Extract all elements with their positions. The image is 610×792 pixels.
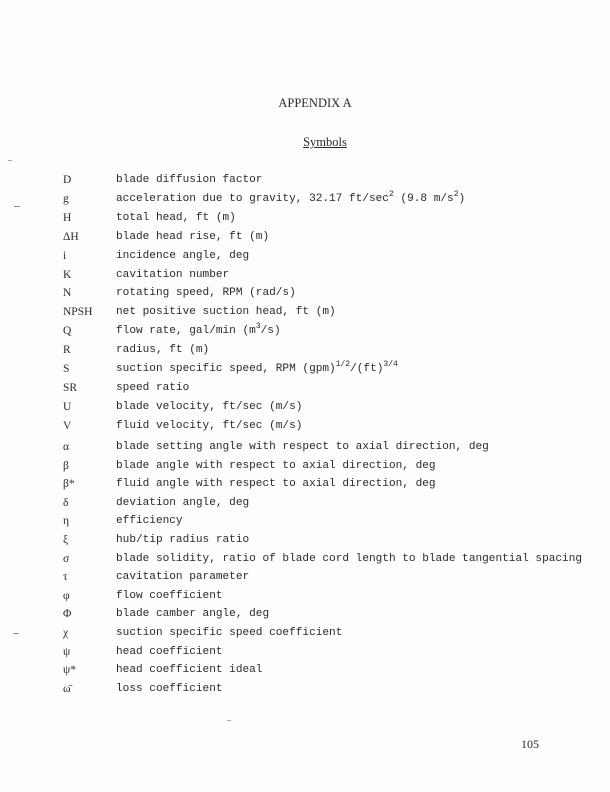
symbol-description: hub/tip radius ratio (116, 534, 250, 546)
symbol: η (63, 515, 70, 528)
symbol-description: efficiency (116, 515, 183, 528)
symbol-row (0, 589, 610, 607)
section-title: Symbols (303, 135, 347, 149)
symbol-description: fluid angle with respect to axial direction, deg (116, 478, 436, 491)
symbol: χ (63, 627, 69, 639)
symbol-description: net positive suction head, ft (m) (116, 306, 336, 319)
symbol: β (63, 459, 69, 472)
symbol-description: loss coefficient (116, 682, 223, 695)
symbol: ψ* (63, 664, 76, 677)
symbol: g (63, 192, 69, 205)
symbol-row (0, 570, 610, 588)
symbol-description: incidence angle, deg (116, 249, 250, 262)
description-fragment: acceleration due to gravity, 32.17 ft/sec (116, 192, 389, 205)
symbol: S (63, 363, 70, 375)
superscript: 1/2 (335, 360, 351, 369)
symbol: i (63, 249, 67, 262)
symbol-row (0, 249, 610, 267)
symbol-description: total head, ft (m) (116, 211, 236, 224)
superscript: 3 (255, 322, 261, 332)
symbol-row (0, 324, 610, 342)
symbol-description: head coefficient ideal (116, 664, 263, 677)
symbol-description: blade camber angle, deg (116, 608, 270, 621)
symbol: τ (63, 571, 68, 584)
description-fragment: /(ft) (350, 363, 384, 375)
scan-mark (8, 160, 12, 161)
symbol-description: suction specific speed coefficient (116, 627, 343, 639)
symbol-row (0, 440, 610, 458)
symbol: D (63, 174, 72, 186)
symbol-row (0, 381, 610, 399)
symbol-row (0, 211, 610, 229)
symbol: β* (63, 478, 75, 491)
symbol: NPSH (63, 306, 93, 319)
symbol-description: flow coefficient (116, 589, 223, 602)
symbol-description: radius, ft (m) (116, 344, 210, 357)
description-fragment: /s) (260, 325, 281, 338)
symbol-description: blade velocity, ft/sec (m/s) (116, 400, 303, 413)
symbol: SR (63, 381, 78, 394)
symbol-row (0, 305, 610, 323)
symbol: U (63, 400, 72, 413)
symbol: ξ (63, 534, 69, 546)
symbol-row (0, 400, 610, 418)
symbol-description: blade angle with respect to axial direction, deg (116, 459, 436, 472)
symbol-description (116, 362, 596, 376)
symbol: Q (63, 325, 72, 338)
symbol: φ (63, 589, 70, 602)
superscript: 2 (453, 189, 459, 199)
symbol-row (0, 230, 610, 248)
symbol-description: speed ratio (116, 381, 190, 394)
scan-mark (227, 720, 231, 721)
symbol-row (0, 663, 610, 681)
superscript: 3/4 (383, 360, 398, 369)
symbol-description: cavitation parameter (116, 571, 250, 584)
scan-mark (13, 633, 19, 634)
symbol-description: blade head rise, ft (m) (116, 230, 270, 243)
symbol-row (0, 343, 610, 361)
page-number: 105 (521, 737, 539, 751)
symbol-description (116, 189, 596, 206)
symbol: ΔH (63, 230, 79, 243)
symbol-row (0, 173, 610, 191)
symbol-row (0, 533, 610, 551)
symbol-description: blade solidity, ratio of blade cord length to blade tangential spacing (116, 552, 583, 565)
symbol-row (0, 514, 610, 532)
symbol: δ (63, 496, 69, 509)
superscript: 2 (388, 189, 394, 199)
description-fragment: suction specific speed, RPM (gpm) (116, 363, 336, 375)
symbol-description: cavitation number (116, 268, 230, 281)
symbol-row (0, 362, 610, 380)
symbol-row (0, 682, 610, 700)
symbol-description: fluid velocity, ft/sec (m/s) (116, 419, 303, 432)
symbol: R (63, 344, 71, 357)
symbol-row (0, 626, 610, 644)
symbol-description: deviation angle, deg (116, 496, 250, 509)
symbol-row (0, 189, 610, 210)
description-fragment: flow rate, gal/min (m (116, 325, 256, 338)
symbol-row (0, 645, 610, 663)
symbol: σ (63, 552, 70, 565)
symbol-row (0, 419, 610, 437)
symbol-description: head coefficient (116, 645, 223, 658)
symbol-row (0, 552, 610, 570)
symbol: α (63, 441, 70, 453)
symbol-row (0, 459, 610, 477)
symbol-description (116, 324, 596, 338)
symbol: Φ (63, 608, 72, 621)
symbol-row (0, 286, 610, 304)
symbol-row (0, 268, 610, 286)
symbol-description: blade setting angle with respect to axial direction, deg (116, 441, 489, 453)
description-fragment: (9.8 m/s (393, 192, 454, 205)
appendix-title: APPENDIX A (278, 96, 352, 110)
description-fragment: ) (458, 192, 466, 205)
symbol-row (0, 607, 610, 625)
symbol: ψ (63, 645, 71, 658)
symbol: N (63, 287, 72, 300)
symbol-row (0, 477, 610, 495)
symbol: ω̄ (63, 682, 71, 695)
scan-mark (14, 206, 20, 207)
symbol-description: blade diffusion factor (116, 174, 263, 186)
symbol: V (63, 419, 72, 432)
symbol: K (63, 268, 72, 281)
symbol-row (0, 496, 610, 514)
symbol: H (63, 211, 72, 224)
symbol-description: rotating speed, RPM (rad/s) (116, 287, 296, 300)
